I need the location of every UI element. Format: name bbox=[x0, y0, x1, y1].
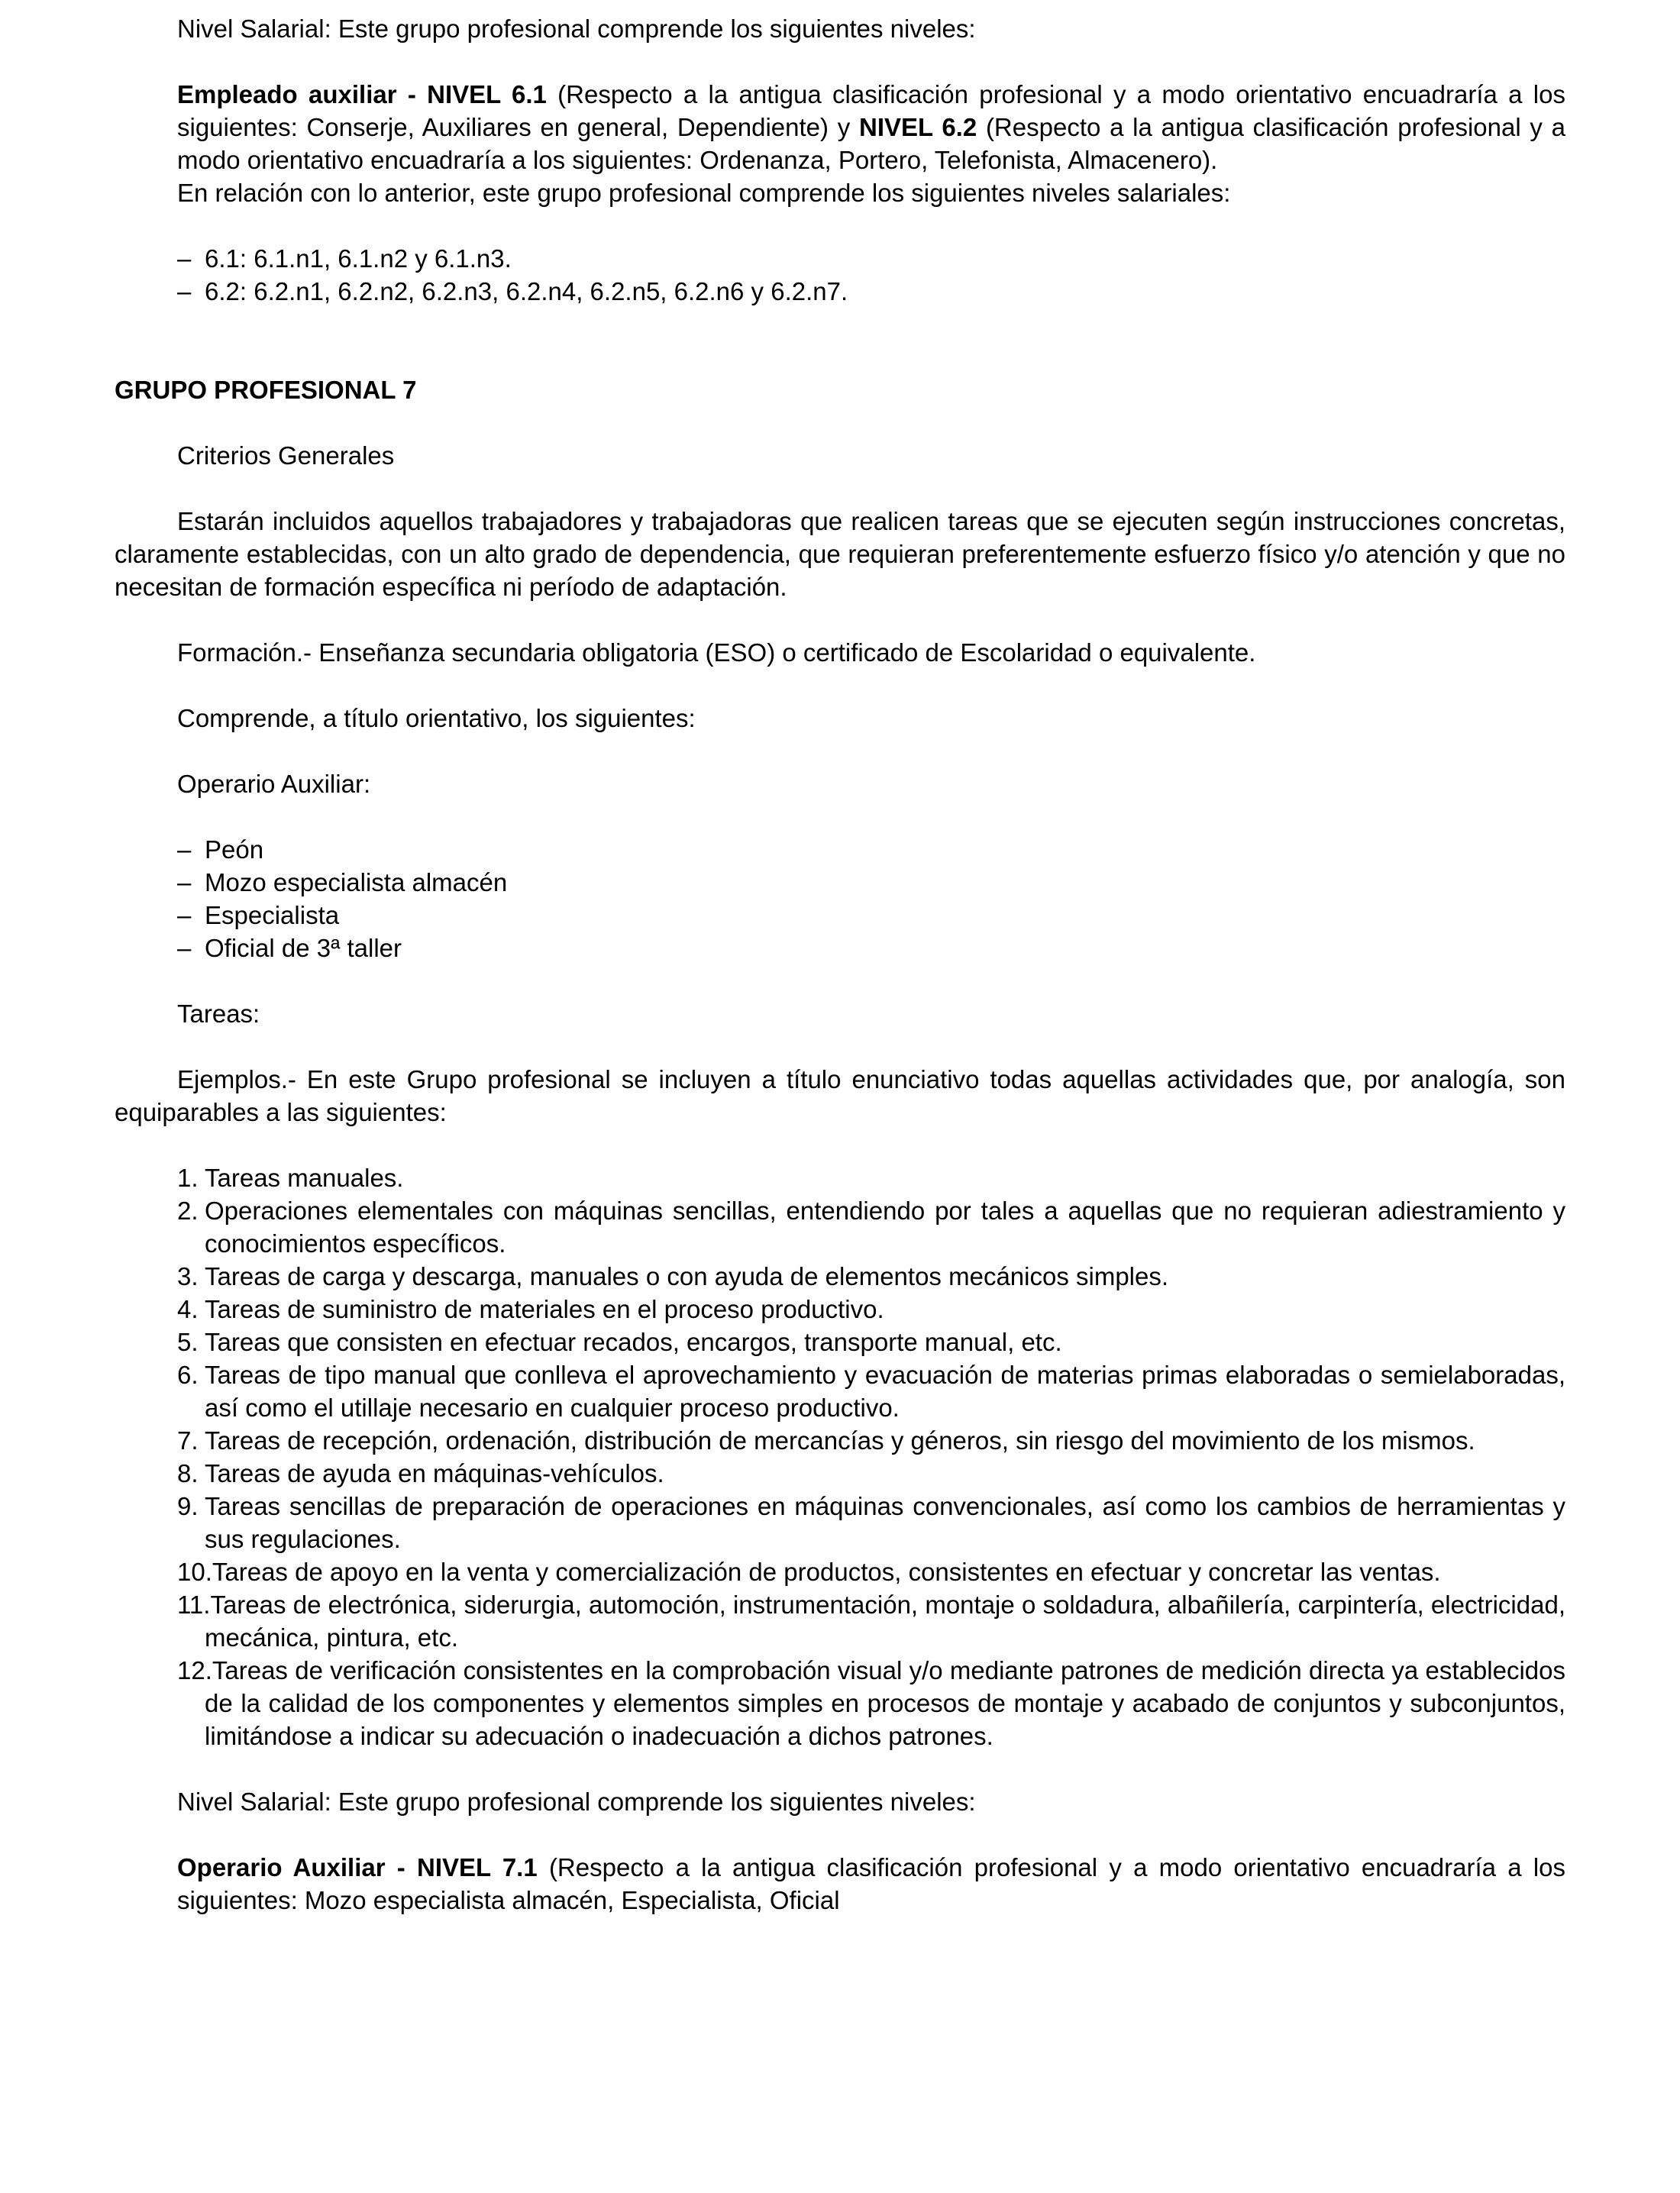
list-item-text: Tareas de verificación consistentes en la comprobación visual y/o mediante patrones de medición directa ya establecidos de la calidad de los componentes y elementos simples en procesos de montaje y acabado de conjuntos y subconjuntos, limitándose a indicar su adecuación o inadecuación a dichos patrones. bbox=[205, 1656, 1565, 1750]
list-item-text: Especialista bbox=[205, 901, 340, 929]
list-item-marker: 10. bbox=[177, 1558, 212, 1586]
text-run: En relación con lo anterior, este grupo profesional comprende los siguientes niveles salariales: bbox=[177, 179, 1231, 207]
text-run: Operario Auxiliar: bbox=[177, 770, 371, 798]
list-item bbox=[177, 866, 1565, 899]
paragraph bbox=[177, 1851, 1565, 1917]
list-item-text: Tareas que consisten en efectuar recados, encargos, transporte manual, etc. bbox=[205, 1328, 1062, 1356]
text-run: (Respecto a la antigua clasificación profesional y a modo orientativo encuadraría a los siguientes: Mozo especialista almacén, Especialista, Oficial bbox=[177, 1853, 1565, 1914]
list-item-text: Operaciones elementales con máquinas sencillas, entendiendo por tales a aquellas que no requieran adiestramiento y conocimientos específicos. bbox=[205, 1197, 1565, 1258]
list-item-text: Tareas de ayuda en máquinas-vehículos. bbox=[205, 1459, 664, 1487]
paragraph bbox=[115, 439, 1565, 472]
list-item-text: Oficial de 3ª taller bbox=[205, 934, 402, 962]
list-item-text: Tareas de apoyo en la venta y comercialización de productos, consistentes en efectuar y concretar las ventas. bbox=[212, 1558, 1441, 1586]
list-item bbox=[177, 1194, 1565, 1260]
list-item-text: 6.2: 6.2.n1, 6.2.n2, 6.2.n3, 6.2.n4, 6.2.n5, 6.2.n6 y 6.2.n7. bbox=[205, 277, 848, 305]
list-item bbox=[177, 1161, 1565, 1194]
paragraph bbox=[115, 767, 1565, 800]
list-item-text: Tareas de recepción, ordenación, distribución de mercancías y géneros, sin riesgo del movimiento de los mismos. bbox=[205, 1426, 1475, 1455]
text-run: Nivel Salarial: Este grupo profesional comprende los siguientes niveles: bbox=[177, 1788, 976, 1816]
list-item-text: Tareas de electrónica, siderurgia, automoción, instrumentación, montaje o soldadura, albañilería, carpintería, electricidad, mecánica, pintura, etc. bbox=[205, 1591, 1565, 1652]
list-item bbox=[177, 1424, 1565, 1457]
list-item bbox=[177, 899, 1565, 932]
text-run: (Respecto a la antigua clasificación profesional y a modo orientativo encuadraría a los siguientes: Ordenanza, Portero, Telefonista, Almacenero). bbox=[177, 113, 1565, 174]
list-item-text: Tareas de tipo manual que conlleva el aprovechamiento y evacuación de materias primas elaboradas o semielaboradas, así como el utillaje necesario en cualquier proceso productivo. bbox=[205, 1361, 1565, 1422]
dash-list bbox=[177, 242, 1565, 308]
list-item-marker: – bbox=[177, 901, 192, 929]
list-item bbox=[177, 932, 1565, 964]
text-run: Empleado auxiliar - NIVEL 6.1 bbox=[177, 80, 547, 108]
list-item bbox=[177, 275, 1565, 308]
text-run: Formación.- Enseñanza secundaria obligatoria (ESO) o certificado de Escolaridad o equivalente. bbox=[177, 638, 1256, 667]
list-item-text: Tareas manuales. bbox=[205, 1164, 404, 1192]
list-item-marker: – bbox=[177, 277, 192, 305]
list-item bbox=[177, 1588, 1565, 1654]
text-run: Criterios Generales bbox=[177, 441, 395, 470]
paragraph bbox=[115, 702, 1565, 735]
list-item-text: Tareas de carga y descarga, manuales o con ayuda de elementos mecánicos simples. bbox=[205, 1262, 1169, 1290]
list-item-text: Tareas de suministro de materiales en el proceso productivo. bbox=[205, 1295, 884, 1323]
text-run: GRUPO PROFESIONAL 7 bbox=[115, 376, 417, 404]
list-item-text: Peón bbox=[205, 835, 264, 864]
list-item-marker: – bbox=[177, 244, 192, 273]
list-item-marker: – bbox=[177, 835, 192, 864]
list-item bbox=[177, 1654, 1565, 1752]
list-item-marker: 2. bbox=[177, 1197, 199, 1225]
list-item bbox=[177, 242, 1565, 275]
numbered-list bbox=[177, 1161, 1565, 1752]
list-item-marker: 3. bbox=[177, 1262, 199, 1290]
text-run: Ejemplos.- En este Grupo profesional se incluyen a título enunciativo todas aquellas actividades que, por analogía, son equiparables a las siguientes: bbox=[115, 1065, 1565, 1126]
paragraph bbox=[115, 12, 1565, 45]
list-item bbox=[177, 1260, 1565, 1293]
paragraph bbox=[177, 78, 1565, 176]
list-item bbox=[177, 1358, 1565, 1424]
text-run: Estarán incluidos aquellos trabajadores y trabajadoras que realicen tareas que se ejecuten según instrucciones concretas, claramente establecidas, con un alto grado de dependencia, que requieran preferentemente esfuerzo físico y/o atención y que no necesitan de formación específica ni período de adaptación. bbox=[115, 507, 1565, 601]
list-item bbox=[177, 833, 1565, 866]
paragraph bbox=[115, 505, 1565, 603]
list-item-marker: 12. bbox=[177, 1656, 212, 1684]
list-item-marker: 7. bbox=[177, 1426, 199, 1455]
list-item-marker: – bbox=[177, 934, 192, 962]
list-item-marker: 8. bbox=[177, 1459, 199, 1487]
text-run: Nivel Salarial: Este grupo profesional comprende los siguientes niveles: bbox=[177, 15, 976, 43]
paragraph bbox=[177, 176, 1565, 209]
list-item bbox=[177, 1293, 1565, 1326]
paragraph bbox=[115, 636, 1565, 669]
list-item-text: Mozo especialista almacén bbox=[205, 868, 508, 896]
list-item-marker: 1. bbox=[177, 1164, 199, 1192]
list-item-marker: 6. bbox=[177, 1361, 199, 1389]
text-run: Operario Auxiliar - NIVEL 7.1 bbox=[177, 1853, 538, 1881]
list-item-marker: – bbox=[177, 868, 192, 896]
list-item-text: Tareas sencillas de preparación de operaciones en máquinas convencionales, así como los cambios de herramientas y sus regulaciones. bbox=[205, 1492, 1565, 1553]
list-item bbox=[177, 1555, 1565, 1588]
text-run: NIVEL 6.2 bbox=[859, 113, 977, 141]
dash-list bbox=[177, 833, 1565, 964]
text-run: Comprende, a título orientativo, los siguientes: bbox=[177, 704, 696, 732]
list-item-marker: 5. bbox=[177, 1328, 199, 1356]
paragraph bbox=[115, 997, 1565, 1030]
text-run: (Respecto a la antigua clasificación profesional y a modo orientativo encuadraría a los siguientes: Conserje, Auxiliares en general, Dependiente) y bbox=[177, 80, 1565, 141]
list-item-marker: 4. bbox=[177, 1295, 199, 1323]
text-run: Tareas: bbox=[177, 1000, 260, 1028]
document-body bbox=[115, 12, 1565, 1917]
paragraph bbox=[115, 1063, 1565, 1129]
section-heading bbox=[115, 373, 1565, 406]
list-item bbox=[177, 1490, 1565, 1555]
paragraph bbox=[115, 1785, 1565, 1818]
list-item bbox=[177, 1457, 1565, 1490]
list-item-marker: 9. bbox=[177, 1492, 199, 1520]
list-item-text: 6.1: 6.1.n1, 6.1.n2 y 6.1.n3. bbox=[205, 244, 512, 273]
list-item bbox=[177, 1326, 1565, 1358]
list-item-marker: 11. bbox=[177, 1591, 211, 1619]
